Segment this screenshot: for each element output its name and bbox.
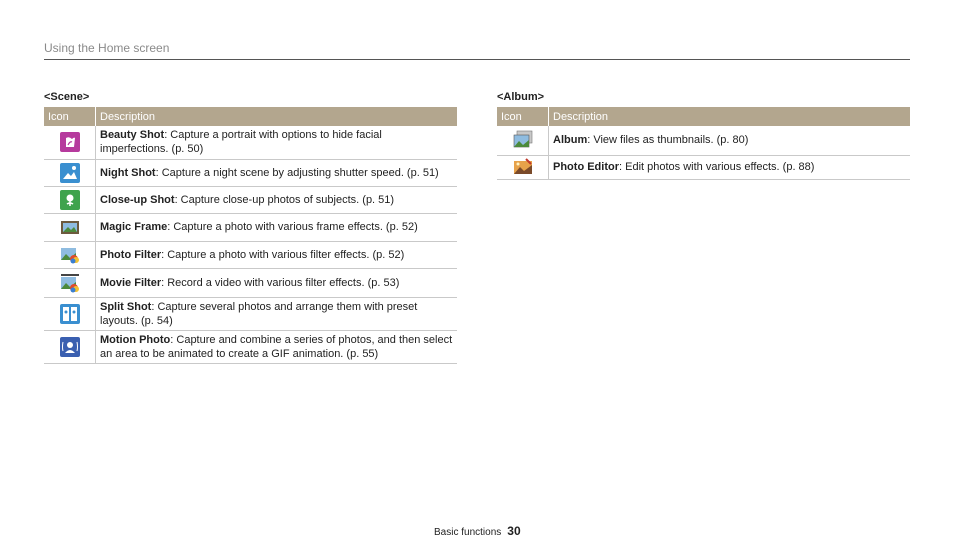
mode-description: : Record a video with various filter effects. (p. 53) — [161, 276, 400, 289]
mode-name: Movie Filter — [100, 276, 162, 289]
album-section-label: <Album> — [497, 91, 545, 103]
table-row — [44, 126, 457, 159]
page-header-title: Using the Home screen — [44, 41, 170, 55]
movie-filter-icon — [60, 273, 80, 293]
photo-editor-icon — [513, 157, 533, 177]
beauty-shot-icon — [60, 132, 80, 152]
mode-name: Close-up Shot — [100, 193, 175, 206]
mode-description: : Capture several photos and arrange them with preset layouts. (p. 54) — [100, 300, 418, 327]
album-icon — [513, 130, 533, 150]
mode-description: : Capture a photo with various filter effects. (p. 52) — [161, 248, 405, 261]
mode-name: Night Shot — [100, 166, 156, 179]
mode-name: Magic Frame — [100, 221, 168, 233]
table-row — [44, 213, 457, 241]
mode-name: Split Shot — [100, 300, 152, 313]
col-description-header: Description — [96, 107, 458, 126]
table-row — [497, 155, 910, 179]
album-table-header — [497, 107, 910, 126]
table-row — [44, 159, 457, 186]
table-row — [44, 297, 457, 330]
close-up-shot-icon — [60, 190, 80, 210]
mode-description: : Capture a portrait with options to hide facial imperfections. (p. 50) — [100, 129, 382, 156]
scene-table — [44, 107, 457, 364]
mode-description: : Capture and combine a series of photos, and then select an area to be animated to create a GIF animation. (p. 55) — [100, 333, 453, 360]
mode-name: Photo Filter — [100, 248, 162, 261]
mode-name: Photo Editor — [553, 161, 619, 173]
scene-section-label: <Scene> — [44, 91, 90, 103]
mode-description: : Capture a photo with various frame effects. (p. 52) — [167, 221, 418, 233]
night-shot-icon — [60, 163, 80, 183]
table-row — [44, 241, 457, 268]
scene-table-header — [44, 107, 457, 126]
mode-description: : Edit photos with various effects. (p. 88) — [619, 161, 815, 173]
header-rule — [44, 59, 910, 60]
album-table — [497, 107, 910, 180]
col-icon-header: Icon — [497, 107, 549, 126]
page-footer — [434, 524, 521, 538]
mode-description: : View files as thumbnails. (p. 80) — [587, 134, 749, 147]
photo-filter-icon — [60, 245, 80, 265]
page-number: 30 — [507, 524, 521, 538]
motion-photo-icon — [60, 337, 80, 357]
split-shot-icon — [60, 304, 80, 324]
magic-frame-icon — [60, 217, 80, 237]
table-row — [497, 126, 910, 155]
mode-name: Album — [553, 134, 588, 147]
table-row — [44, 268, 457, 297]
mode-name: Beauty Shot — [100, 129, 165, 142]
table-row — [44, 186, 457, 213]
col-icon-header: Icon — [44, 107, 96, 126]
mode-name: Motion Photo — [100, 333, 171, 346]
mode-description: : Capture a night scene by adjusting shutter speed. (p. 51) — [155, 166, 439, 179]
footer-section-name: Basic functions — [434, 527, 502, 538]
mode-description: : Capture close-up photos of subjects. (p. 51) — [174, 193, 395, 206]
col-description-header: Description — [549, 107, 911, 126]
table-row — [44, 330, 457, 363]
